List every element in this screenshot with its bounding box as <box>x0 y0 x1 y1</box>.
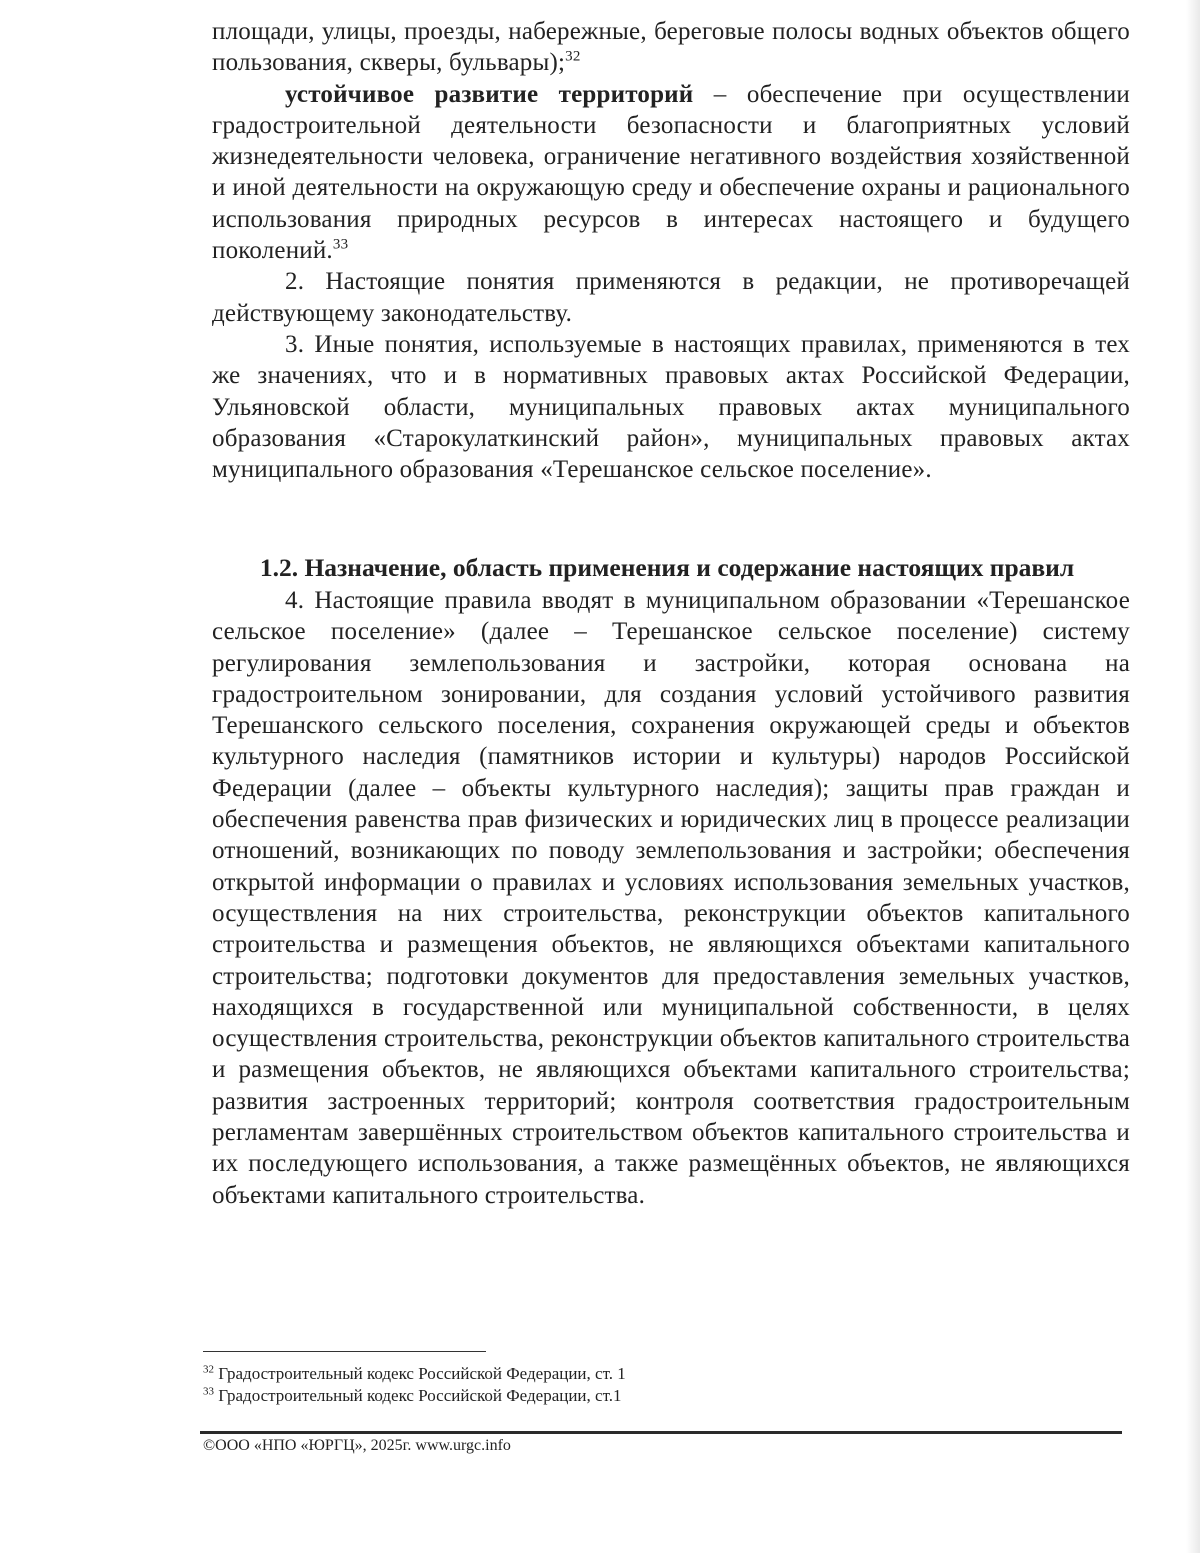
footnote-text: Градостроительный кодекс Российской Федерации, ст. 1 <box>214 1364 626 1383</box>
scan-edge-shadow <box>1186 0 1200 1553</box>
footnote-32 <box>203 1363 626 1385</box>
footnote-divider <box>203 1351 486 1352</box>
paragraph-3: 3. Иные понятия, используемые в настоящих правилах, применяются в тех же значениях, что и в нормативных правовых актах Российской Федерации, Ульяновской области, муниципальных правовых актах муниципального образования «Старокулаткинский район», муниципальных правовых актах муниципального образования «Терешанское сельское поселение». <box>212 330 1130 484</box>
footnote-ref-33: 33 <box>332 236 349 253</box>
section-body <box>212 585 1130 1211</box>
definition-text: – обеспечение при осуществлении градостроительной деятельности безопасности и благоприятных условий жизнедеятельности человека, ограничение негативного воздействия хозяйственной и иной деятельности на окружающую среду и обеспечение охраны и рационального использования природных ресурсов в интересах настоящего и будущего поколений. <box>212 80 1130 265</box>
footnote-text: Градостроительный кодекс Российской Федерации, ст.1 <box>214 1386 622 1405</box>
paragraph-4: 4. Настоящие правила вводят в муниципальном образовании «Терешанское сельское поселение» (далее – Терешанское сельское поселение) систему регулирования землепользования и застройки, которая основана на градостроительном зонировании, для создания условий устойчивого развития Терешанского сельского поселения, сохранения окружающей среды и объектов культурного наследия (памятников истории и культуры) народов Российской Федерации (далее – объекты культурного наследия); защиты прав граждан и обеспечения равенства прав физических и юридических лиц в процессе реализации отношений, возникающих по поводу землепользования и застройки; обеспечения открытой информации о правилах и условиях использования земельных участков, осуществления на них строительства, реконструкции объектов капитального строительства и размещения объектов, не являющихся объектами капитального строительства; подготовки документов для предоставления земельных участков, находящихся в государственной или муниципальной собственности, в целях осуществления строительства, реконструкции объектов капитального строительства и размещения объектов, не являющихся объектами капитального строительства; развития застроенных территорий; контроля соответствия градостроительным регламентам завершённых строительством объектов капитального строительства и их последующего использования, а также размещённых объектов, не являющихся объектами капитального строительства. <box>212 587 1130 1209</box>
footnote-ref-32: 32 <box>565 48 581 65</box>
definition-term: устойчивое развитие территорий <box>285 80 694 108</box>
definitions-block <box>212 16 1130 485</box>
footer-divider <box>200 1431 1122 1434</box>
paragraph-2: 2. Настоящие понятия применяются в редакции, не противоречащей действующему законодательству. <box>212 268 1130 327</box>
definition-paragraph <box>212 79 1130 267</box>
footnote-33 <box>203 1385 626 1407</box>
footnote-number: 32 <box>203 1363 214 1376</box>
footnotes <box>203 1363 626 1407</box>
intro-text: площади, улицы, проезды, набережные, береговые полосы водных объектов общего пользования, скверы, бульвары); <box>212 18 1130 77</box>
footnote-number: 33 <box>203 1385 214 1398</box>
section-heading: 1.2. Назначение, область применения и содержание настоящих правил <box>259 553 1075 582</box>
page-footer: ©ООО «НПО «ЮРГЦ», 2025г. www.urgc.info <box>203 1437 511 1454</box>
intro-paragraph <box>212 16 1130 79</box>
